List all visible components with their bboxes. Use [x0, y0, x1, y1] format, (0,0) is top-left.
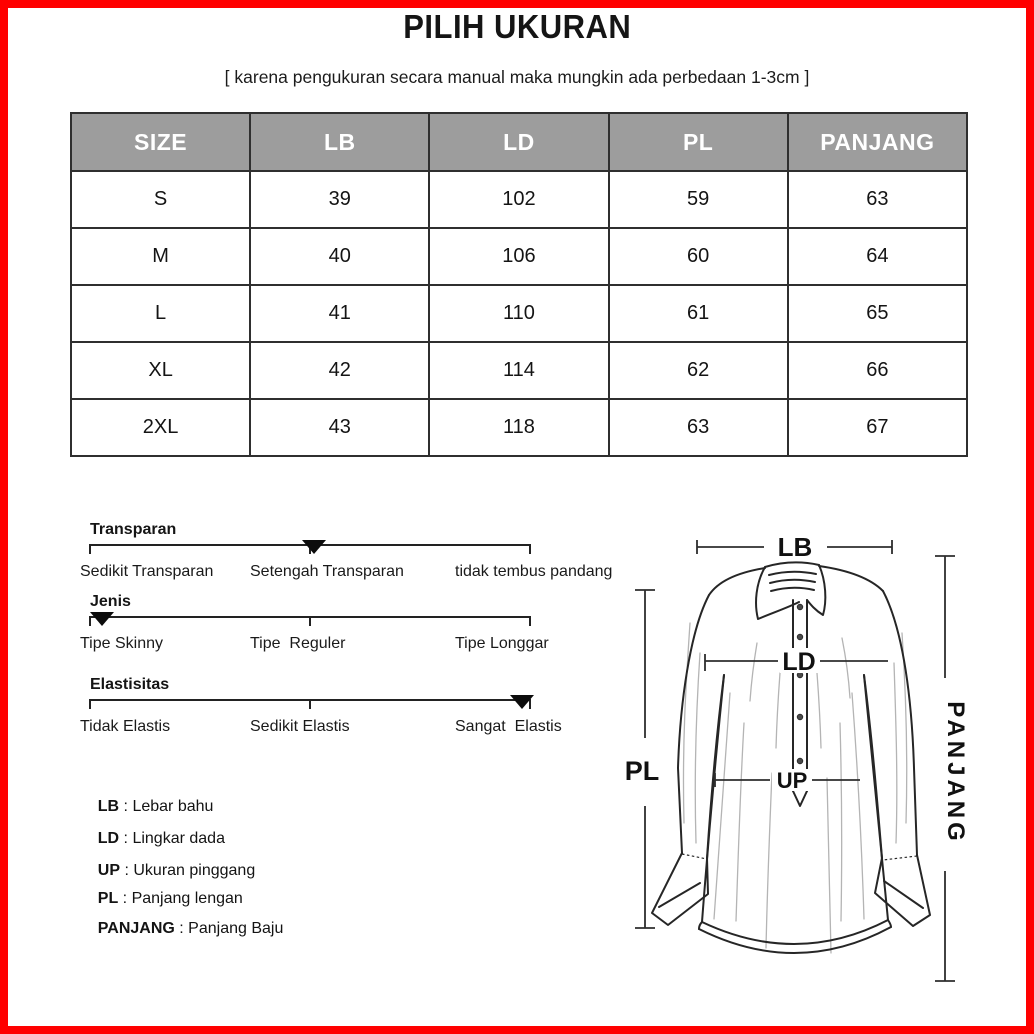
shirt-measurement-diagram [612, 523, 1024, 1015]
cell-pl: 60 [609, 228, 788, 285]
cell-lb: 42 [250, 342, 429, 399]
scale-label-mid: Tipe Reguler [250, 635, 346, 652]
marker-triangle-icon [302, 540, 326, 554]
scale-line [89, 544, 531, 556]
diagram-label-ld: LD [782, 648, 816, 676]
scale-transparan [0, 521, 650, 591]
scale-name: Transparan [90, 521, 177, 538]
cell-pl: 62 [609, 342, 788, 399]
scale-label-low: Tidak Elastis [80, 718, 171, 735]
col-header-panjang: PANJANG [788, 113, 967, 171]
scale-elastisitas [0, 676, 650, 746]
cell-size: L [71, 285, 250, 342]
marker-triangle-icon [510, 695, 534, 709]
size-table [70, 112, 968, 457]
scale-label-mid: Setengah Transparan [250, 563, 404, 580]
cell-lb: 43 [250, 399, 429, 456]
scale-label-high: tidak tembus pandang [455, 563, 613, 580]
scale-name: Jenis [90, 593, 131, 610]
tick-middle [309, 701, 311, 709]
cell-lb: 39 [250, 171, 429, 228]
cell-size: XL [71, 342, 250, 399]
cell-lb: 40 [250, 228, 429, 285]
diagram-label-panjang: PANJANG [942, 701, 969, 845]
cell-ld: 118 [429, 399, 608, 456]
cell-pl: 63 [609, 399, 788, 456]
scale-line [89, 699, 531, 711]
cell-panjang: 65 [788, 285, 967, 342]
scale-jenis [0, 593, 650, 663]
cell-panjang: 63 [788, 171, 967, 228]
legend-separator: : [119, 830, 133, 847]
diagram-label-up: UP [776, 768, 808, 793]
col-header-ld: LD [429, 113, 608, 171]
legend-abbr: LD [97, 830, 120, 847]
cell-pl: 59 [609, 171, 788, 228]
scale-label-mid: Sedikit Elastis [250, 718, 350, 735]
legend-separator: : [119, 798, 133, 815]
scale-line [89, 616, 531, 628]
cell-size: 2XL [71, 399, 250, 456]
cell-pl: 61 [609, 285, 788, 342]
cuff-stitch [682, 854, 707, 859]
cuff-stitch [883, 856, 917, 860]
table-row [71, 285, 967, 342]
tick-middle [309, 618, 311, 626]
cell-panjang: 64 [788, 228, 967, 285]
legend-abbr: LB [97, 798, 120, 815]
cell-size: S [71, 171, 250, 228]
table-row [71, 171, 967, 228]
table-row [71, 228, 967, 285]
cell-ld: 102 [429, 171, 608, 228]
shirt-buttons [797, 604, 803, 764]
cell-panjang: 67 [788, 399, 967, 456]
col-header-lb: LB [250, 113, 429, 171]
cell-size: M [71, 228, 250, 285]
scale-label-low: Sedikit Transparan [80, 563, 214, 580]
legend-separator: : [118, 890, 132, 907]
shirt-outline [652, 562, 930, 953]
tick-right [529, 618, 531, 626]
legend-abbr: PL [97, 890, 119, 907]
legend-separator: : [120, 862, 134, 879]
legend-abbr: UP [97, 862, 121, 879]
diagram-label-lb: LB [777, 532, 813, 562]
table-row [71, 399, 967, 456]
tick-right [529, 546, 531, 554]
cell-panjang: 66 [788, 342, 967, 399]
tick-left [89, 701, 91, 709]
legend-desc: Panjang Baju [188, 920, 284, 937]
page-subtitle: [ karena pengukuran secara manual maka mungkin ada perbedaan 1-3cm ] [224, 67, 810, 87]
scale-label-high: Tipe Longgar [455, 635, 549, 652]
legend-desc: Lebar bahu [132, 798, 214, 815]
page-title: PILIH UKURAN [403, 8, 631, 45]
scale-label-low: Tipe Skinny [80, 635, 163, 652]
diagram-label-pl: PL [624, 756, 660, 786]
cell-ld: 114 [429, 342, 608, 399]
legend-desc: Ukuran pinggang [133, 862, 256, 879]
cell-ld: 110 [429, 285, 608, 342]
cell-lb: 41 [250, 285, 429, 342]
size-table-header-row [71, 113, 967, 171]
tick-left [89, 546, 91, 554]
legend-abbr: PANJANG [97, 920, 175, 937]
legend-desc: Panjang lengan [131, 890, 243, 907]
marker-triangle-icon [90, 612, 114, 626]
cell-ld: 106 [429, 228, 608, 285]
legend-desc: Lingkar dada [132, 830, 225, 847]
col-header-pl: PL [609, 113, 788, 171]
scale-name: Elastisitas [90, 676, 170, 693]
table-row [71, 342, 967, 399]
col-header-size: SIZE [71, 113, 250, 171]
scale-label-high: Sangat Elastis [455, 718, 562, 735]
legend-separator: : [174, 920, 189, 937]
legend-item-panjang [80, 902, 283, 956]
